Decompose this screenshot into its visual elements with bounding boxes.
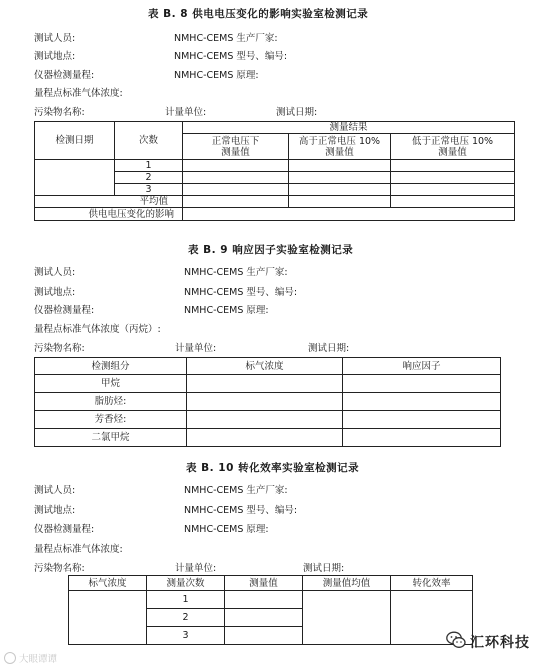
table-cell	[225, 591, 303, 609]
header-average: 测量值均值	[303, 576, 391, 591]
table-cell	[289, 172, 391, 184]
date-label: 测试日期:	[308, 343, 350, 354]
table-cell	[391, 196, 515, 208]
table-cell	[391, 160, 515, 172]
table-cell	[289, 196, 391, 208]
table-b10-title: 表 B. 10 转化效率实验室检测记录	[186, 462, 360, 474]
row-number: 2	[147, 609, 225, 627]
table-cell	[183, 196, 289, 208]
header-times: 测量次数	[147, 576, 225, 591]
table-cell	[225, 627, 303, 645]
table-cell	[187, 375, 343, 393]
table-cell	[183, 160, 289, 172]
table-b10	[68, 575, 473, 645]
pollutant-label: 污染物名称:	[34, 563, 85, 574]
unit-label: 计量单位:	[165, 107, 207, 118]
range-label: 仪器检测量程:	[34, 305, 95, 316]
principle-label: NMHC-CEMS 原理:	[184, 524, 269, 535]
table-cell	[69, 591, 147, 645]
wechat-icon	[446, 631, 466, 649]
table-cell	[289, 184, 391, 196]
table-cell	[343, 393, 501, 411]
table-b9-title: 表 B. 9 响应因子实验室检测记录	[188, 244, 354, 256]
header-group: 检测组分	[35, 358, 187, 375]
range-label: 仪器检测量程:	[34, 524, 95, 535]
table-cell	[183, 172, 289, 184]
pollutant-label: 污染物名称:	[34, 343, 85, 354]
header-normal: 正常电压下 测量值	[183, 134, 289, 160]
header-date: 检测日期	[35, 122, 115, 160]
maker-label: NMHC-CEMS 生产厂家:	[184, 485, 288, 496]
gas-label: 量程点标准气体浓度:	[34, 544, 123, 555]
table-cell	[35, 160, 115, 196]
table-cell	[343, 429, 501, 447]
gas-label: 量程点标准气体浓度（丙烷）:	[34, 324, 161, 335]
table-cell	[187, 429, 343, 447]
place-label: 测试地点:	[34, 505, 76, 516]
header-result: 测量结果	[183, 122, 515, 134]
principle-label: NMHC-CEMS 原理:	[184, 305, 269, 316]
table-cell	[183, 184, 289, 196]
range-label: 仪器检测量程:	[34, 70, 95, 81]
table-cell	[391, 184, 515, 196]
gas-label: 量程点标准气体浓度:	[34, 88, 123, 99]
row-number: 1	[115, 160, 183, 172]
model-label: NMHC-CEMS 型号、编号:	[184, 505, 298, 516]
header-concentration: 标气浓度	[69, 576, 147, 591]
date-label: 测试日期:	[276, 107, 318, 118]
table-cell	[343, 411, 501, 429]
header-times: 次数	[115, 122, 183, 160]
place-label: 测试地点:	[34, 287, 76, 298]
pollutant-label: 污染物名称:	[34, 107, 85, 118]
model-label: NMHC-CEMS 型号、编号:	[174, 51, 288, 62]
watermark: 大眼谭谭	[4, 651, 57, 665]
table-cell	[289, 160, 391, 172]
table-b8-title: 表 B. 8 供电电压变化的影响实验室检测记录	[148, 8, 369, 20]
table-cell	[303, 591, 391, 645]
maker-label: NMHC-CEMS 生产厂家:	[184, 267, 288, 278]
component-name: 脂肪烃:	[35, 393, 187, 411]
table-cell	[183, 208, 515, 221]
header-factor: 响应因子	[343, 358, 501, 375]
brand-name: 汇环科技	[470, 635, 530, 651]
model-label: NMHC-CEMS 型号、编号:	[184, 287, 298, 298]
row-number: 3	[147, 627, 225, 645]
table-cell	[187, 393, 343, 411]
brand-badge	[446, 631, 538, 653]
tester-label: 测试人员:	[34, 267, 76, 278]
component-name: 甲烷	[35, 375, 187, 393]
table-cell	[343, 375, 501, 393]
table-cell	[391, 172, 515, 184]
date-label: 测试日期:	[303, 563, 345, 574]
impact-label: 供电电压变化的影响	[35, 208, 183, 221]
maker-label: NMHC-CEMS 生产厂家:	[174, 33, 278, 44]
header-low: 低于正常电压 10% 测量值	[391, 134, 515, 160]
unit-label: 计量单位:	[175, 563, 217, 574]
component-name: 二氯甲烷	[35, 429, 187, 447]
unit-label: 计量单位:	[175, 343, 217, 354]
tester-label: 测试人员:	[34, 33, 76, 44]
table-b9	[34, 357, 501, 447]
header-high: 高于正常电压 10% 测量值	[289, 134, 391, 160]
watermark-icon	[4, 652, 16, 664]
component-name: 芳香烃:	[35, 411, 187, 429]
row-number: 3	[115, 184, 183, 196]
header-value: 测量值	[225, 576, 303, 591]
header-concentration: 标气浓度	[187, 358, 343, 375]
table-cell	[225, 609, 303, 627]
row-number: 1	[147, 591, 225, 609]
place-label: 测试地点:	[34, 51, 76, 62]
header-efficiency: 转化效率	[391, 576, 473, 591]
table-b8	[34, 121, 515, 221]
table-cell	[187, 411, 343, 429]
principle-label: NMHC-CEMS 原理:	[174, 70, 259, 81]
tester-label: 测试人员:	[34, 485, 76, 496]
average-label: 平均值	[35, 196, 183, 208]
row-number: 2	[115, 172, 183, 184]
